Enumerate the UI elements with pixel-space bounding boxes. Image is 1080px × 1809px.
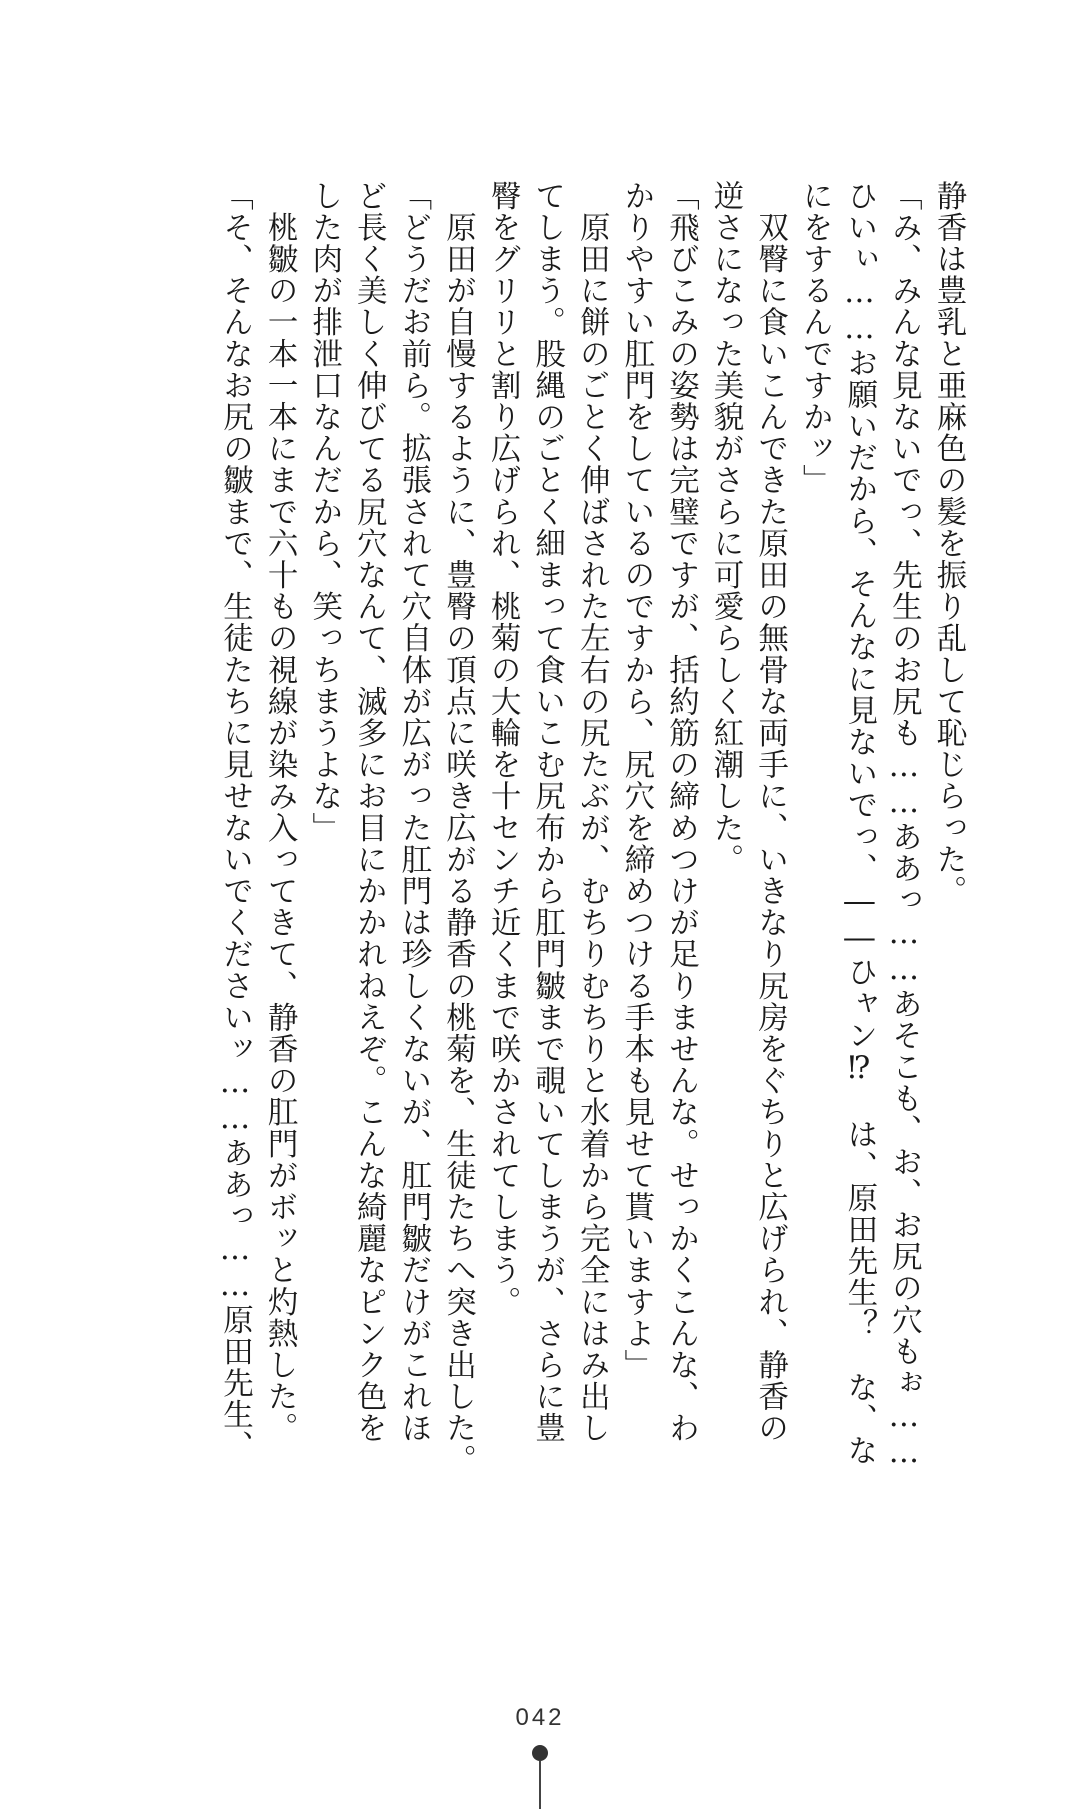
text-line-15: した肉が排泄口なんだから、笑っちまうよな」: [306, 180, 342, 844]
text-line-5: 双臀に食いこんできた原田の無骨な両手に、いきなり尻房をぐちりと広げられ、静香の: [752, 180, 788, 1444]
text-line-7: 「飛びこみの姿勢は完璧ですが、括約筋の締めつけが足りませんな。せっかくこんな、わ: [663, 180, 699, 1444]
text-line-8: かりやすい肛門をしているのですから、尻穴を締めつける手本も見せて貰いますよ」: [618, 180, 654, 1381]
text-line-13: 「どうだお前ら。拡張されて穴自体が広がった肛門は珍しくないが、肛門皺だけがこれほ: [395, 180, 431, 1444]
page-marker-dot-icon: [532, 1745, 548, 1761]
text-line-10: てしまう。股縄のごとく細まって食いこむ尻布から肛門皺まで覗いてしまうが、さらに豊: [529, 180, 565, 1444]
text-line-4: にをするんですかッ」: [797, 180, 833, 496]
vertical-text-block: [212, 180, 970, 1476]
text-line-6: 逆さになった美貌がさらに可愛らしく紅潮した。: [708, 180, 744, 876]
text-line-3: ひいぃ……お願いだから、そんなに見ないでっ、――ひャン⁉ は、原田先生？ な、な: [841, 180, 877, 1467]
text-line-2: 「み、みんな見ないでっ、先生のお尻も……ああっ……あそこも、お、お尻の穴もぉ……: [886, 180, 922, 1471]
text-line-9: 原田に餅のごとく伸ばされた左右の尻たぶが、むちりむちりと水着から完全にはみ出し: [574, 180, 610, 1444]
text-line-1: 静香は豊乳と亜麻色の髪を振り乱して恥じらった。: [931, 180, 966, 907]
text-line-11: 臀をグリリと割り広げられ、桃菊の大輪を十センチ近くまで咲かされてしまう。: [485, 180, 521, 1318]
page-number: 042: [515, 1704, 565, 1731]
text-line-14: ど長く美しく伸びてる尻穴なんて、滅多にお目にかかれねえぞ。こんな綺麗なピンク色を: [351, 180, 387, 1444]
text-line-17: 「そ、そんなお尻の皺まで、生徒たちに見せないでくださいッ……ああっ……原田先生、: [217, 180, 253, 1462]
text-line-16: 桃皺の一本一本にまで六十もの視線が染み入ってきて、静香の肛門がボッと灼熱した。: [262, 180, 298, 1444]
page-marker-line: [539, 1761, 541, 1809]
text-line-12: 原田が自慢するように、豊臀の頂点に咲き広がる静香の桃菊を、生徒たちへ突き出した。: [440, 180, 476, 1476]
